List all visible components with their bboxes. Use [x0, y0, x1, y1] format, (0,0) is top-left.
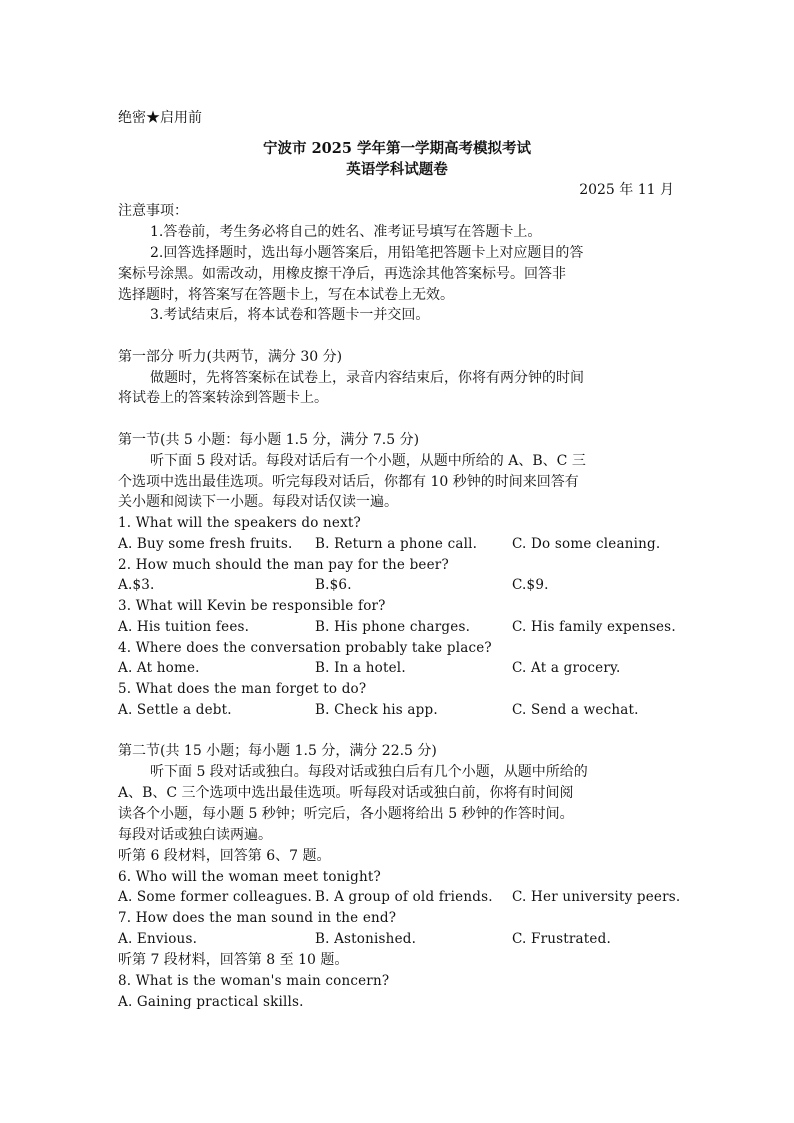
- section1-intro: 听下面 5 段对话。每段对话后有一个小题，从题中所给的 A、B、C 三: [150, 453, 586, 469]
- section2-heading: 第二节(共 15 小题；每小题 1.5 分，满分 22.5 分): [118, 743, 437, 759]
- section1-heading: 第一节(共 5 小题：每小题 1.5 分，满分 7.5 分): [118, 432, 420, 448]
- option-6c: C. Her university peers.: [512, 889, 681, 905]
- part1-intro-cont: 将试卷上的答案转涂到答题卡上。: [118, 390, 328, 406]
- part1-intro: 做题时，先将答案标在试卷上，录音内容结束后，你将有两分钟的时间: [150, 370, 584, 386]
- option-6a: A. Some former colleagues.: [118, 889, 313, 905]
- question-4: 4. Where does the conversation probably take place?: [118, 640, 492, 656]
- option-3c: C. His family expenses.: [512, 619, 676, 635]
- option-4b: B. In a hotel.: [315, 660, 406, 676]
- note-2-cont: 案标号涂黑。如需改动，用橡皮擦干净后，再选涂其他答案标号。回答非: [118, 266, 566, 282]
- question-7: 7. How does the man sound in the end?: [118, 910, 397, 926]
- option-7b: B. Astonished.: [315, 931, 417, 947]
- option-1a: A. Buy some fresh fruits.: [118, 536, 293, 552]
- option-1b: B. Return a phone call.: [315, 536, 478, 552]
- option-6b: B. A group of old friends.: [315, 889, 493, 905]
- question-6: 6. Who will the woman meet tonight?: [118, 869, 381, 885]
- section2-intro: 听下面 5 段对话或独白。每段对话或独白后有几个小题，从题中所给的: [150, 764, 588, 780]
- section2-intro-cont: A、B、C 三个选项中选出最佳选项。听每段对话或独白前，你将有时间阅: [118, 785, 574, 801]
- option-3a: A. His tuition fees.: [118, 619, 250, 635]
- note-1: 1.答卷前，考生务必将自己的姓名、准考证号填写在答题卡上。: [150, 224, 542, 240]
- option-4a: A. At home.: [118, 660, 200, 676]
- question-1: 1. What will the speakers do next?: [118, 515, 361, 531]
- option-5b: B. Check his app.: [315, 702, 438, 718]
- part1-heading: 第一部分 听力(共两节，满分 30 分): [118, 349, 343, 365]
- material-7-heading: 听第 7 段材料，回答第 8 至 10 题。: [118, 952, 349, 968]
- option-2b: B.$6.: [315, 577, 352, 593]
- option-7a: A. Envious.: [118, 931, 198, 947]
- section1-intro-cont: 关小题和阅读下一小题。每段对话仅读一遍。: [118, 494, 398, 510]
- exam-subtitle: 英语学科试题卷: [346, 161, 448, 178]
- option-7c: C. Frustrated.: [512, 931, 611, 947]
- question-3: 3. What will Kevin be responsible for?: [118, 598, 386, 614]
- section2-intro-cont: 读各个小题，每小题 5 秒钟；听完后，各小题将给出 5 秒钟的作答时间。: [118, 806, 574, 822]
- note-3: 3.考试结束后，将本试卷和答题卡一并交回。: [150, 307, 430, 323]
- note-2-cont: 选择题时，将答案写在答题卡上，写在本试卷上无效。: [118, 287, 454, 303]
- section2-intro-cont: 每段对话或独白读两遍。: [118, 827, 272, 843]
- option-2c: C.$9.: [512, 577, 549, 593]
- option-2a: A.$3.: [118, 577, 155, 593]
- question-2: 2. How much should the man pay for the beer?: [118, 557, 449, 573]
- notes-heading: 注意事项：: [118, 203, 188, 219]
- option-1c: C. Do some cleaning.: [512, 536, 661, 552]
- question-5: 5. What does the man forget to do?: [118, 681, 367, 697]
- option-8a: A. Gaining practical skills.: [118, 994, 304, 1010]
- exam-date: 2025 年 11 月: [579, 182, 674, 198]
- option-3b: B. His phone charges.: [315, 619, 471, 635]
- option-5c: C. Send a wechat.: [512, 702, 639, 718]
- section1-intro-cont: 个选项中选出最佳选项。听完每段对话后，你都有 10 秒钟的时间来回答有: [118, 474, 579, 490]
- note-2: 2.回答选择题时，选出每小题答案后，用铅笔把答题卡上对应题目的答: [150, 245, 584, 261]
- option-4c: C. At a grocery.: [512, 660, 621, 676]
- confidential-label: 绝密★启用前: [118, 110, 202, 126]
- option-5a: A. Settle a debt.: [118, 702, 232, 718]
- material-6-heading: 听第 6 段材料，回答第 6、7 题。: [118, 848, 331, 864]
- exam-title: 宁波市 2025 学年第一学期高考模拟考试: [263, 140, 531, 157]
- question-8: 8. What is the woman's main concern?: [118, 973, 390, 989]
